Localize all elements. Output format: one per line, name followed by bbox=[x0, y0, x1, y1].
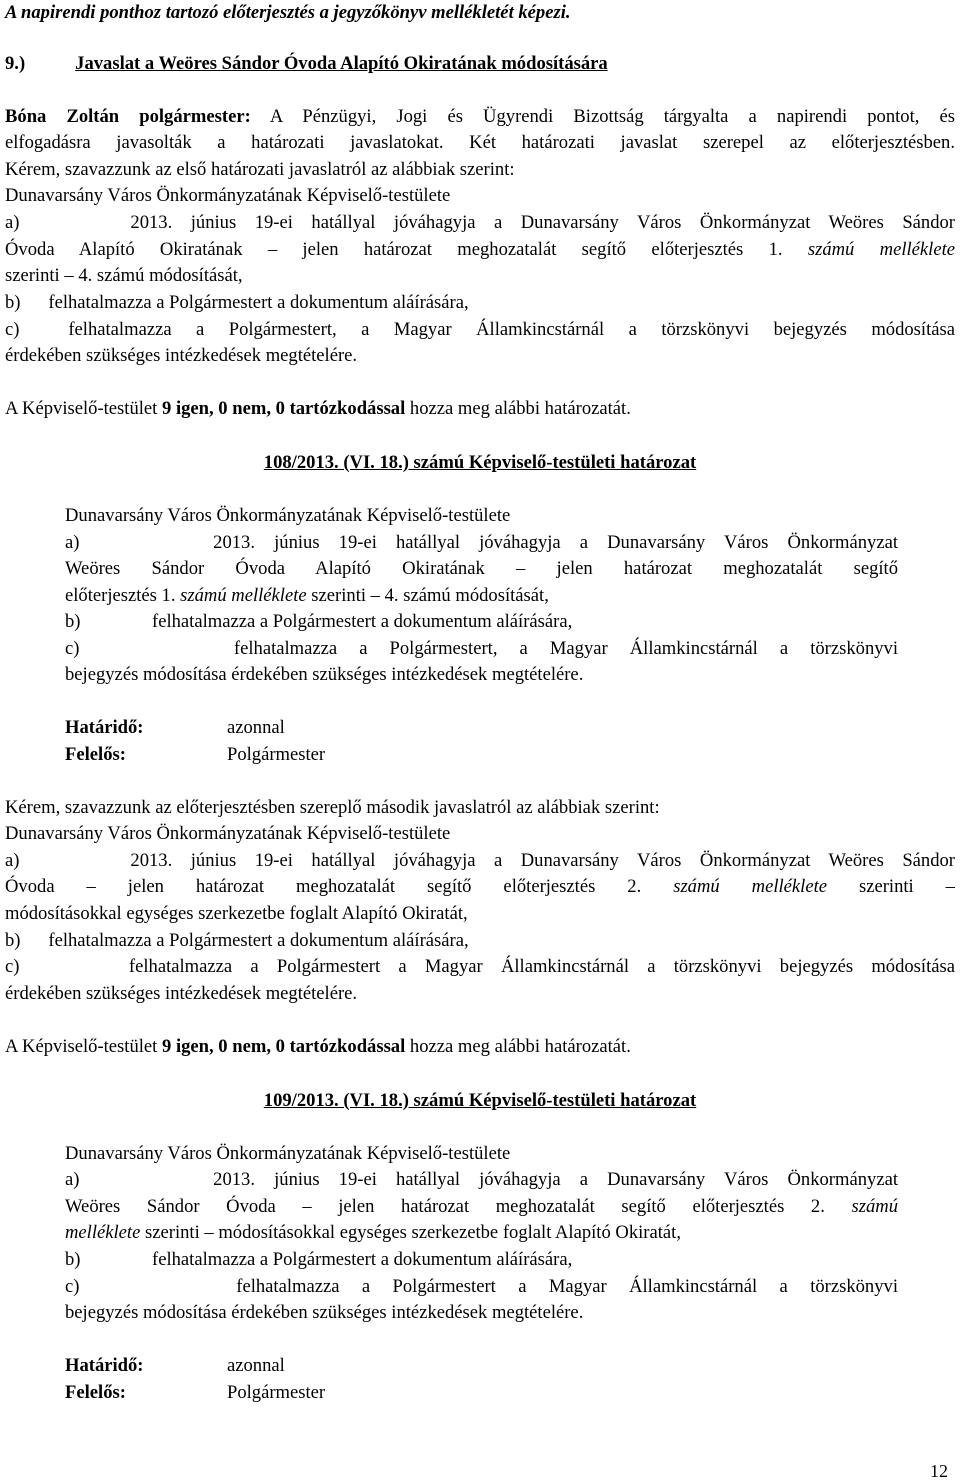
resolution2-body: Dunavarsány Város Önkormányzatának Képviselő-testülete bbox=[65, 1143, 511, 1164]
resolution2-point-a-line3 bbox=[65, 1222, 681, 1244]
resolution1-point-c-line2: bejegyzés módosítása érdekében szükséges intézkedések megtételére. bbox=[65, 664, 584, 685]
resolution1-deadline bbox=[65, 717, 285, 739]
speech-text: A Pénzügyi, Jogi és Ügyrendi Bizottság tárgyalta a napirendi pontot, és bbox=[269, 106, 956, 127]
text: Óvoda Alapító Okiratának – jelen határozat meghozatalát segítő előterjesztés 1. bbox=[5, 239, 783, 260]
speech-line-3: Kérem, szavazzunk az első határozati javaslatról az alábbiak szerint: bbox=[5, 159, 515, 180]
proposal2-point-a-line1: a) 2013. június 19-ei hatállyal jóváhagyja a Dunavarsány Város Önkormányzat Weöres Sándor bbox=[5, 850, 955, 871]
page-number: 12 bbox=[930, 1461, 948, 1481]
responsible-label: Felelős: bbox=[65, 744, 126, 765]
intro-note: A napirendi ponthoz tartozó előterjesztés a jegyzőkönyv mellékletét képezi. bbox=[5, 2, 571, 23]
resolution2-point-c-line1: c) felhatalmazza a Polgármestert a Magyar Államkincstárnál a törzskönyvi bbox=[65, 1276, 898, 1297]
text: előterjesztés 1. bbox=[65, 585, 176, 606]
speech-line-1 bbox=[5, 106, 955, 128]
proposal2-point-c-line1: c) felhatalmazza a Polgármestert a Magyar Államkincstárnál a törzskönyvi bejegyzés módosítása bbox=[5, 956, 955, 977]
proposal1-point-a-line2 bbox=[5, 239, 955, 261]
text: hozza meg alábbi határozatát. bbox=[409, 1036, 631, 1057]
text: Óvoda – jelen határozat meghozatalát segítő előterjesztés 2. bbox=[5, 876, 642, 897]
text: A Képviselő-testület bbox=[5, 1036, 158, 1057]
text: Weöres Sándor Óvoda – jelen határozat meghozatalát segítő előterjesztés 2. bbox=[65, 1196, 825, 1217]
proposal2-point-a-line2 bbox=[5, 876, 955, 898]
italic-text: számú melléklete bbox=[180, 585, 307, 606]
resolution1-point-b bbox=[65, 611, 572, 633]
text: szerinti – bbox=[858, 876, 955, 897]
text: felhatalmazza a Polgármestert a dokumentum aláírására, bbox=[152, 611, 573, 632]
proposal1-point-a-line1: a) 2013. június 19-ei hatállyal jóváhagyja a Dunavarsány Város Önkormányzat Weöres Sándor bbox=[5, 212, 955, 233]
list-marker: b) bbox=[65, 611, 81, 632]
deadline-value: azonnal bbox=[227, 1355, 285, 1376]
resolution1-responsible bbox=[65, 744, 325, 766]
deadline-value: azonnal bbox=[227, 717, 285, 738]
italic-text: számú melléklete bbox=[673, 876, 828, 897]
vote-result-2 bbox=[5, 1036, 631, 1058]
proposal2-point-a-line3: módosításokkal egységes szerkezetbe foglalt Alapító Okiratát, bbox=[5, 903, 468, 924]
resolution1-point-c-line1: c) felhatalmazza a Polgármestert, a Magyar Államkincstárnál a törzskönyvi bbox=[65, 638, 898, 659]
italic-text: számú bbox=[851, 1196, 898, 1217]
text: felhatalmazza a Polgármestert a dokumentum aláírására, bbox=[152, 1249, 573, 1270]
resolution1-point-a-line2: Weöres Sándor Óvoda Alapító Okiratának – jelen határozat meghozatalát segítő bbox=[65, 558, 898, 579]
resolution1-body: Dunavarsány Város Önkormányzatának Képviselő-testülete bbox=[65, 505, 511, 526]
resolution2-point-b bbox=[65, 1249, 572, 1271]
proposal2-point-b: b) felhatalmazza a Polgármestert a dokumentum aláírására, bbox=[5, 930, 469, 951]
deadline-label: Határidő: bbox=[65, 1355, 144, 1376]
resolution2-responsible bbox=[65, 1382, 325, 1404]
resolution2-title: 109/2013. (VI. 18.) számú Képviselő-testületi határozat bbox=[263, 1090, 697, 1111]
agenda-item-title: Javaslat a Weöres Sándor Óvoda Alapító Okiratának módosítására bbox=[75, 53, 608, 74]
vote-result-1 bbox=[5, 398, 631, 420]
proposal1-point-b: b) felhatalmazza a Polgármestert a dokumentum aláírására, bbox=[5, 292, 469, 313]
resolution1-point-a-line1: a) 2013. június 19-ei hatállyal jóváhagyja a Dunavarsány Város Önkormányzat bbox=[65, 532, 898, 553]
resolution1-point-a-line3 bbox=[65, 585, 549, 607]
deadline-label: Határidő: bbox=[65, 717, 144, 738]
proposal2-intro: Kérem, szavazzunk az előterjesztésben szereplő második javaslatról az alábbiak szerint: bbox=[5, 797, 660, 818]
resolution1-title: 108/2013. (VI. 18.) számú Képviselő-testületi határozat bbox=[263, 452, 697, 473]
italic-text: melléklete bbox=[65, 1222, 141, 1243]
agenda-item-number: 9.) bbox=[5, 53, 26, 74]
proposal1-point-c-line2: érdekében szükséges intézkedések megtételére. bbox=[5, 345, 358, 366]
text: szerinti – 4. számú módosítását, bbox=[311, 585, 549, 606]
proposal1-body: Dunavarsány Város Önkormányzatának Képviselő-testülete bbox=[5, 185, 451, 206]
resolution2-point-a-line2 bbox=[65, 1196, 898, 1218]
text: hozza meg alábbi határozatát. bbox=[409, 398, 631, 419]
speech-line-2: elfogadásra javasolták a határozati javaslatokat. Két határozati javaslat szerepel az előterjesztésben. bbox=[5, 132, 955, 153]
vote-count: 9 igen, 0 nem, 0 tartózkodással bbox=[162, 398, 406, 419]
proposal2-point-c-line2: érdekében szükséges intézkedések megtételére. bbox=[5, 983, 358, 1004]
responsible-value: Polgármester bbox=[227, 1382, 326, 1403]
responsible-value: Polgármester bbox=[227, 744, 326, 765]
resolution2-deadline bbox=[65, 1355, 285, 1377]
italic-text: számú melléklete bbox=[807, 239, 956, 260]
text: A Képviselő-testület bbox=[5, 398, 158, 419]
responsible-label: Felelős: bbox=[65, 1382, 126, 1403]
agenda-item-heading bbox=[5, 53, 608, 75]
proposal1-point-a-line3: szerinti – 4. számú módosítását, bbox=[5, 265, 243, 286]
speaker-name: Bóna Zoltán polgármester: bbox=[5, 106, 251, 127]
vote-count: 9 igen, 0 nem, 0 tartózkodással bbox=[162, 1036, 406, 1057]
text: szerinti – módosításokkal egységes szerkezetbe foglalt Alapító Okiratát, bbox=[145, 1222, 681, 1243]
resolution2-point-a-line1: a) 2013. június 19-ei hatállyal jóváhagyja a Dunavarsány Város Önkormányzat bbox=[65, 1169, 898, 1190]
list-marker: b) bbox=[65, 1249, 81, 1270]
proposal1-point-c-line1: c) felhatalmazza a Polgármestert, a Magyar Államkincstárnál a törzskönyvi bejegyzés módosítása bbox=[5, 319, 955, 340]
proposal2-body: Dunavarsány Város Önkormányzatának Képviselő-testülete bbox=[5, 823, 451, 844]
resolution2-point-c-line2: bejegyzés módosítása érdekében szükséges intézkedések megtételére. bbox=[65, 1302, 584, 1323]
